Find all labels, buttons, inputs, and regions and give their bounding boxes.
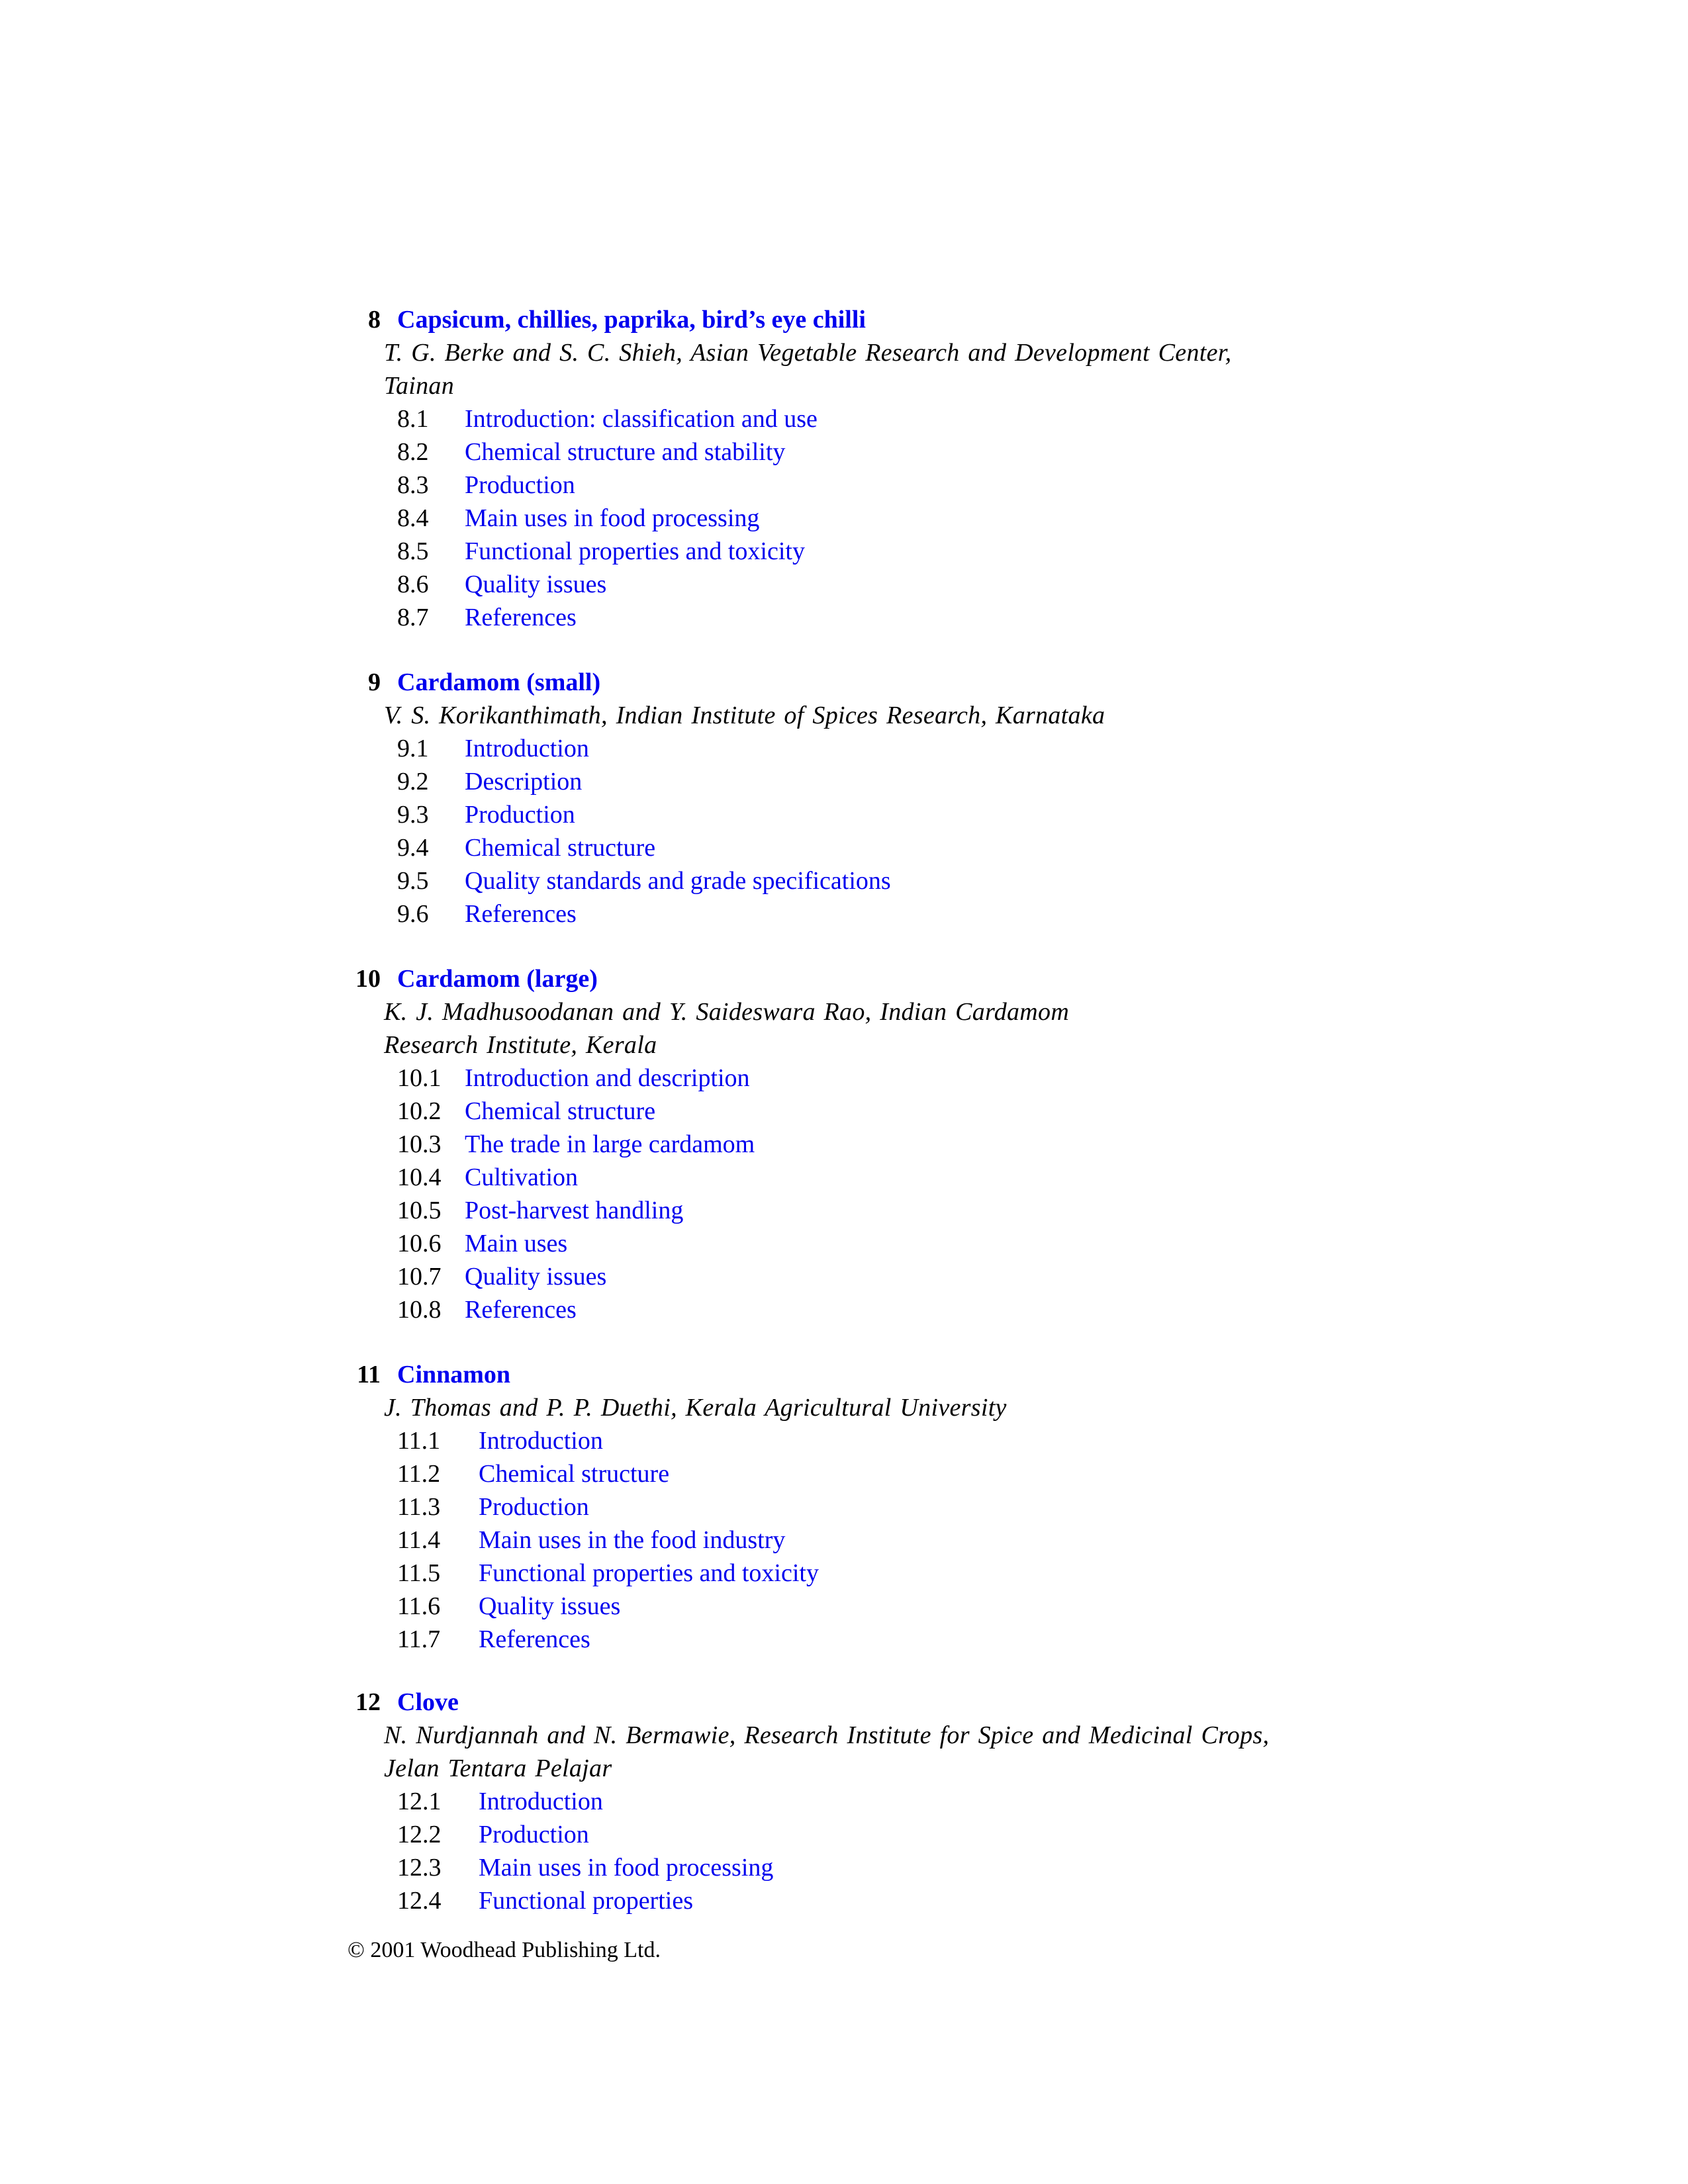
chapter-heading xyxy=(344,303,1337,336)
section-number: 9.1 xyxy=(397,735,429,762)
chapter-authors: J. Thomas and P. P. Duethi, Kerala Agricultural University xyxy=(384,1394,1007,1422)
section-number: 11.4 xyxy=(397,1526,441,1554)
chapter-11 xyxy=(344,1358,1337,1656)
section-entry xyxy=(344,765,1337,798)
section-number: 8.3 xyxy=(397,471,429,499)
section-entry xyxy=(344,1227,1337,1260)
section-number: 12.1 xyxy=(397,1788,442,1815)
section-number: 11.7 xyxy=(397,1625,441,1653)
section-title-link[interactable]: Quality issues xyxy=(465,1263,607,1291)
chapter-authors: N. Nurdjannah and N. Bermawie, Research Institute for Spice and Medicinal Crops, Jelan Tentara Pelajar xyxy=(384,1721,1270,1782)
section-number: 10.1 xyxy=(397,1064,442,1092)
section-number: 12.3 xyxy=(397,1854,442,1882)
chapter-number: 11 xyxy=(357,1361,381,1388)
section-number: 8.2 xyxy=(397,438,429,466)
chapter-heading xyxy=(344,1358,1337,1391)
section-title-link[interactable]: Chemical structure xyxy=(465,834,656,862)
section-number: 8.4 xyxy=(397,504,429,532)
section-title-link[interactable]: Functional properties and toxicity xyxy=(465,537,805,565)
chapter-authors: T. G. Berke and S. C. Shieh, Asian Vegetable Research and Development Center, Tainan xyxy=(384,339,1232,400)
chapter-number: 8 xyxy=(368,306,381,334)
section-entry xyxy=(344,535,1337,568)
section-title-link[interactable]: Main uses xyxy=(465,1230,568,1257)
section-title-link[interactable]: Functional properties xyxy=(479,1887,693,1915)
chapter-heading xyxy=(344,962,1337,995)
section-title-link[interactable]: Introduction: classification and use xyxy=(465,405,818,433)
section-entry xyxy=(344,1293,1337,1326)
section-title-link[interactable]: Introduction xyxy=(479,1788,603,1815)
section-title-link[interactable]: Production xyxy=(465,801,575,829)
section-entry xyxy=(344,568,1337,601)
section-number: 10.2 xyxy=(397,1097,442,1125)
section-number: 11.5 xyxy=(397,1559,441,1587)
section-title-link[interactable]: Post-harvest handling xyxy=(465,1197,684,1224)
section-entry xyxy=(344,1490,1337,1524)
chapter-title-link[interactable]: Cardamom (small) xyxy=(397,668,601,696)
chapter-number: 9 xyxy=(368,668,381,696)
section-entry xyxy=(344,435,1337,469)
section-title-link[interactable]: Production xyxy=(465,471,575,499)
chapter-heading xyxy=(344,666,1337,699)
section-title-link[interactable]: Production xyxy=(479,1493,589,1521)
chapter-authors: V. S. Korikanthimath, Indian Institute of Spices Research, Karnataka xyxy=(384,702,1105,729)
section-title-link[interactable]: References xyxy=(465,1296,577,1324)
section-title-link[interactable]: Main uses in food processing xyxy=(465,504,760,532)
section-number: 10.6 xyxy=(397,1230,442,1257)
section-entry xyxy=(344,1095,1337,1128)
section-entry xyxy=(344,1623,1337,1656)
section-entry xyxy=(344,1128,1337,1161)
chapter-title-link[interactable]: Capsicum, chillies, paprika, bird’s eye chilli xyxy=(397,306,866,334)
section-number: 9.5 xyxy=(397,867,429,895)
section-entry xyxy=(344,1524,1337,1557)
chapter-heading xyxy=(344,1686,1337,1719)
chapter-10 xyxy=(344,962,1337,1326)
section-title-link[interactable]: Introduction xyxy=(465,735,589,762)
section-title-link[interactable]: Functional properties and toxicity xyxy=(479,1559,819,1587)
chapter-title-link[interactable]: Cardamom (large) xyxy=(397,965,598,993)
section-number: 11.1 xyxy=(397,1427,441,1455)
section-entry xyxy=(344,897,1337,931)
section-title-link[interactable]: Cultivation xyxy=(465,1163,578,1191)
chapter-number: 12 xyxy=(355,1688,381,1716)
chapter-8 xyxy=(344,303,1337,634)
section-number: 9.3 xyxy=(397,801,429,829)
section-number: 10.3 xyxy=(397,1130,442,1158)
section-entry xyxy=(344,1818,1337,1851)
section-title-link[interactable]: Chemical structure xyxy=(465,1097,656,1125)
section-number: 12.2 xyxy=(397,1821,442,1848)
copyright-notice: © 2001 Woodhead Publishing Ltd. xyxy=(348,1938,661,1962)
chapter-authors: K. J. Madhusoodanan and Y. Saideswara Rao, Indian Cardamom Research Institute, Kerala xyxy=(384,998,1070,1059)
section-entry xyxy=(344,1557,1337,1590)
section-title-link[interactable]: The trade in large cardamom xyxy=(465,1130,755,1158)
section-entry xyxy=(344,1161,1337,1194)
section-title-link[interactable]: Chemical structure xyxy=(479,1460,670,1488)
section-entry xyxy=(344,1457,1337,1490)
section-number: 9.2 xyxy=(397,768,429,796)
section-entry xyxy=(344,1590,1337,1623)
section-number: 10.4 xyxy=(397,1163,442,1191)
section-number: 8.7 xyxy=(397,604,429,631)
section-title-link[interactable]: Description xyxy=(465,768,583,796)
section-number: 8.6 xyxy=(397,570,429,598)
section-number: 11.3 xyxy=(397,1493,441,1521)
section-entry xyxy=(344,469,1337,502)
chapter-number: 10 xyxy=(355,965,381,993)
section-title-link[interactable]: Introduction xyxy=(479,1427,603,1455)
section-entry xyxy=(344,1260,1337,1293)
section-number: 8.1 xyxy=(397,405,429,433)
section-number: 10.7 xyxy=(397,1263,442,1291)
section-number: 10.8 xyxy=(397,1296,442,1324)
section-title-link[interactable]: Quality issues xyxy=(479,1592,621,1620)
section-number: 11.6 xyxy=(397,1592,441,1620)
section-title-link[interactable]: Introduction and description xyxy=(465,1064,750,1092)
section-entry xyxy=(344,864,1337,897)
section-entry xyxy=(344,732,1337,765)
section-entry xyxy=(344,1424,1337,1457)
section-entry xyxy=(344,1785,1337,1818)
chapter-9 xyxy=(344,666,1337,931)
section-entry xyxy=(344,601,1337,634)
section-entry xyxy=(344,1194,1337,1227)
section-title-link[interactable]: References xyxy=(465,900,577,928)
chapter-12 xyxy=(344,1686,1337,1917)
section-entry xyxy=(344,798,1337,831)
section-number: 9.4 xyxy=(397,834,429,862)
section-number: 10.5 xyxy=(397,1197,442,1224)
section-entry xyxy=(344,831,1337,864)
section-title-link[interactable]: Main uses in food processing xyxy=(479,1854,774,1882)
section-number: 12.4 xyxy=(397,1887,442,1915)
section-title-link[interactable]: Chemical structure and stability xyxy=(465,438,786,466)
section-number: 8.5 xyxy=(397,537,429,565)
section-number: 9.6 xyxy=(397,900,429,928)
section-title-link[interactable]: Quality issues xyxy=(465,570,607,598)
section-title-link[interactable]: References xyxy=(465,604,577,631)
section-entry xyxy=(344,1851,1337,1884)
section-entry xyxy=(344,1884,1337,1917)
section-title-link[interactable]: References xyxy=(479,1625,590,1653)
section-entry xyxy=(344,1062,1337,1095)
section-entry xyxy=(344,502,1337,535)
section-title-link[interactable]: Main uses in the food industry xyxy=(479,1526,786,1554)
chapter-title-link[interactable]: Clove xyxy=(397,1688,459,1716)
section-number: 11.2 xyxy=(397,1460,441,1488)
section-title-link[interactable]: Quality standards and grade specifications xyxy=(465,867,891,895)
section-title-link[interactable]: Production xyxy=(479,1821,589,1848)
chapter-title-link[interactable]: Cinnamon xyxy=(397,1361,511,1388)
section-entry xyxy=(344,402,1337,435)
